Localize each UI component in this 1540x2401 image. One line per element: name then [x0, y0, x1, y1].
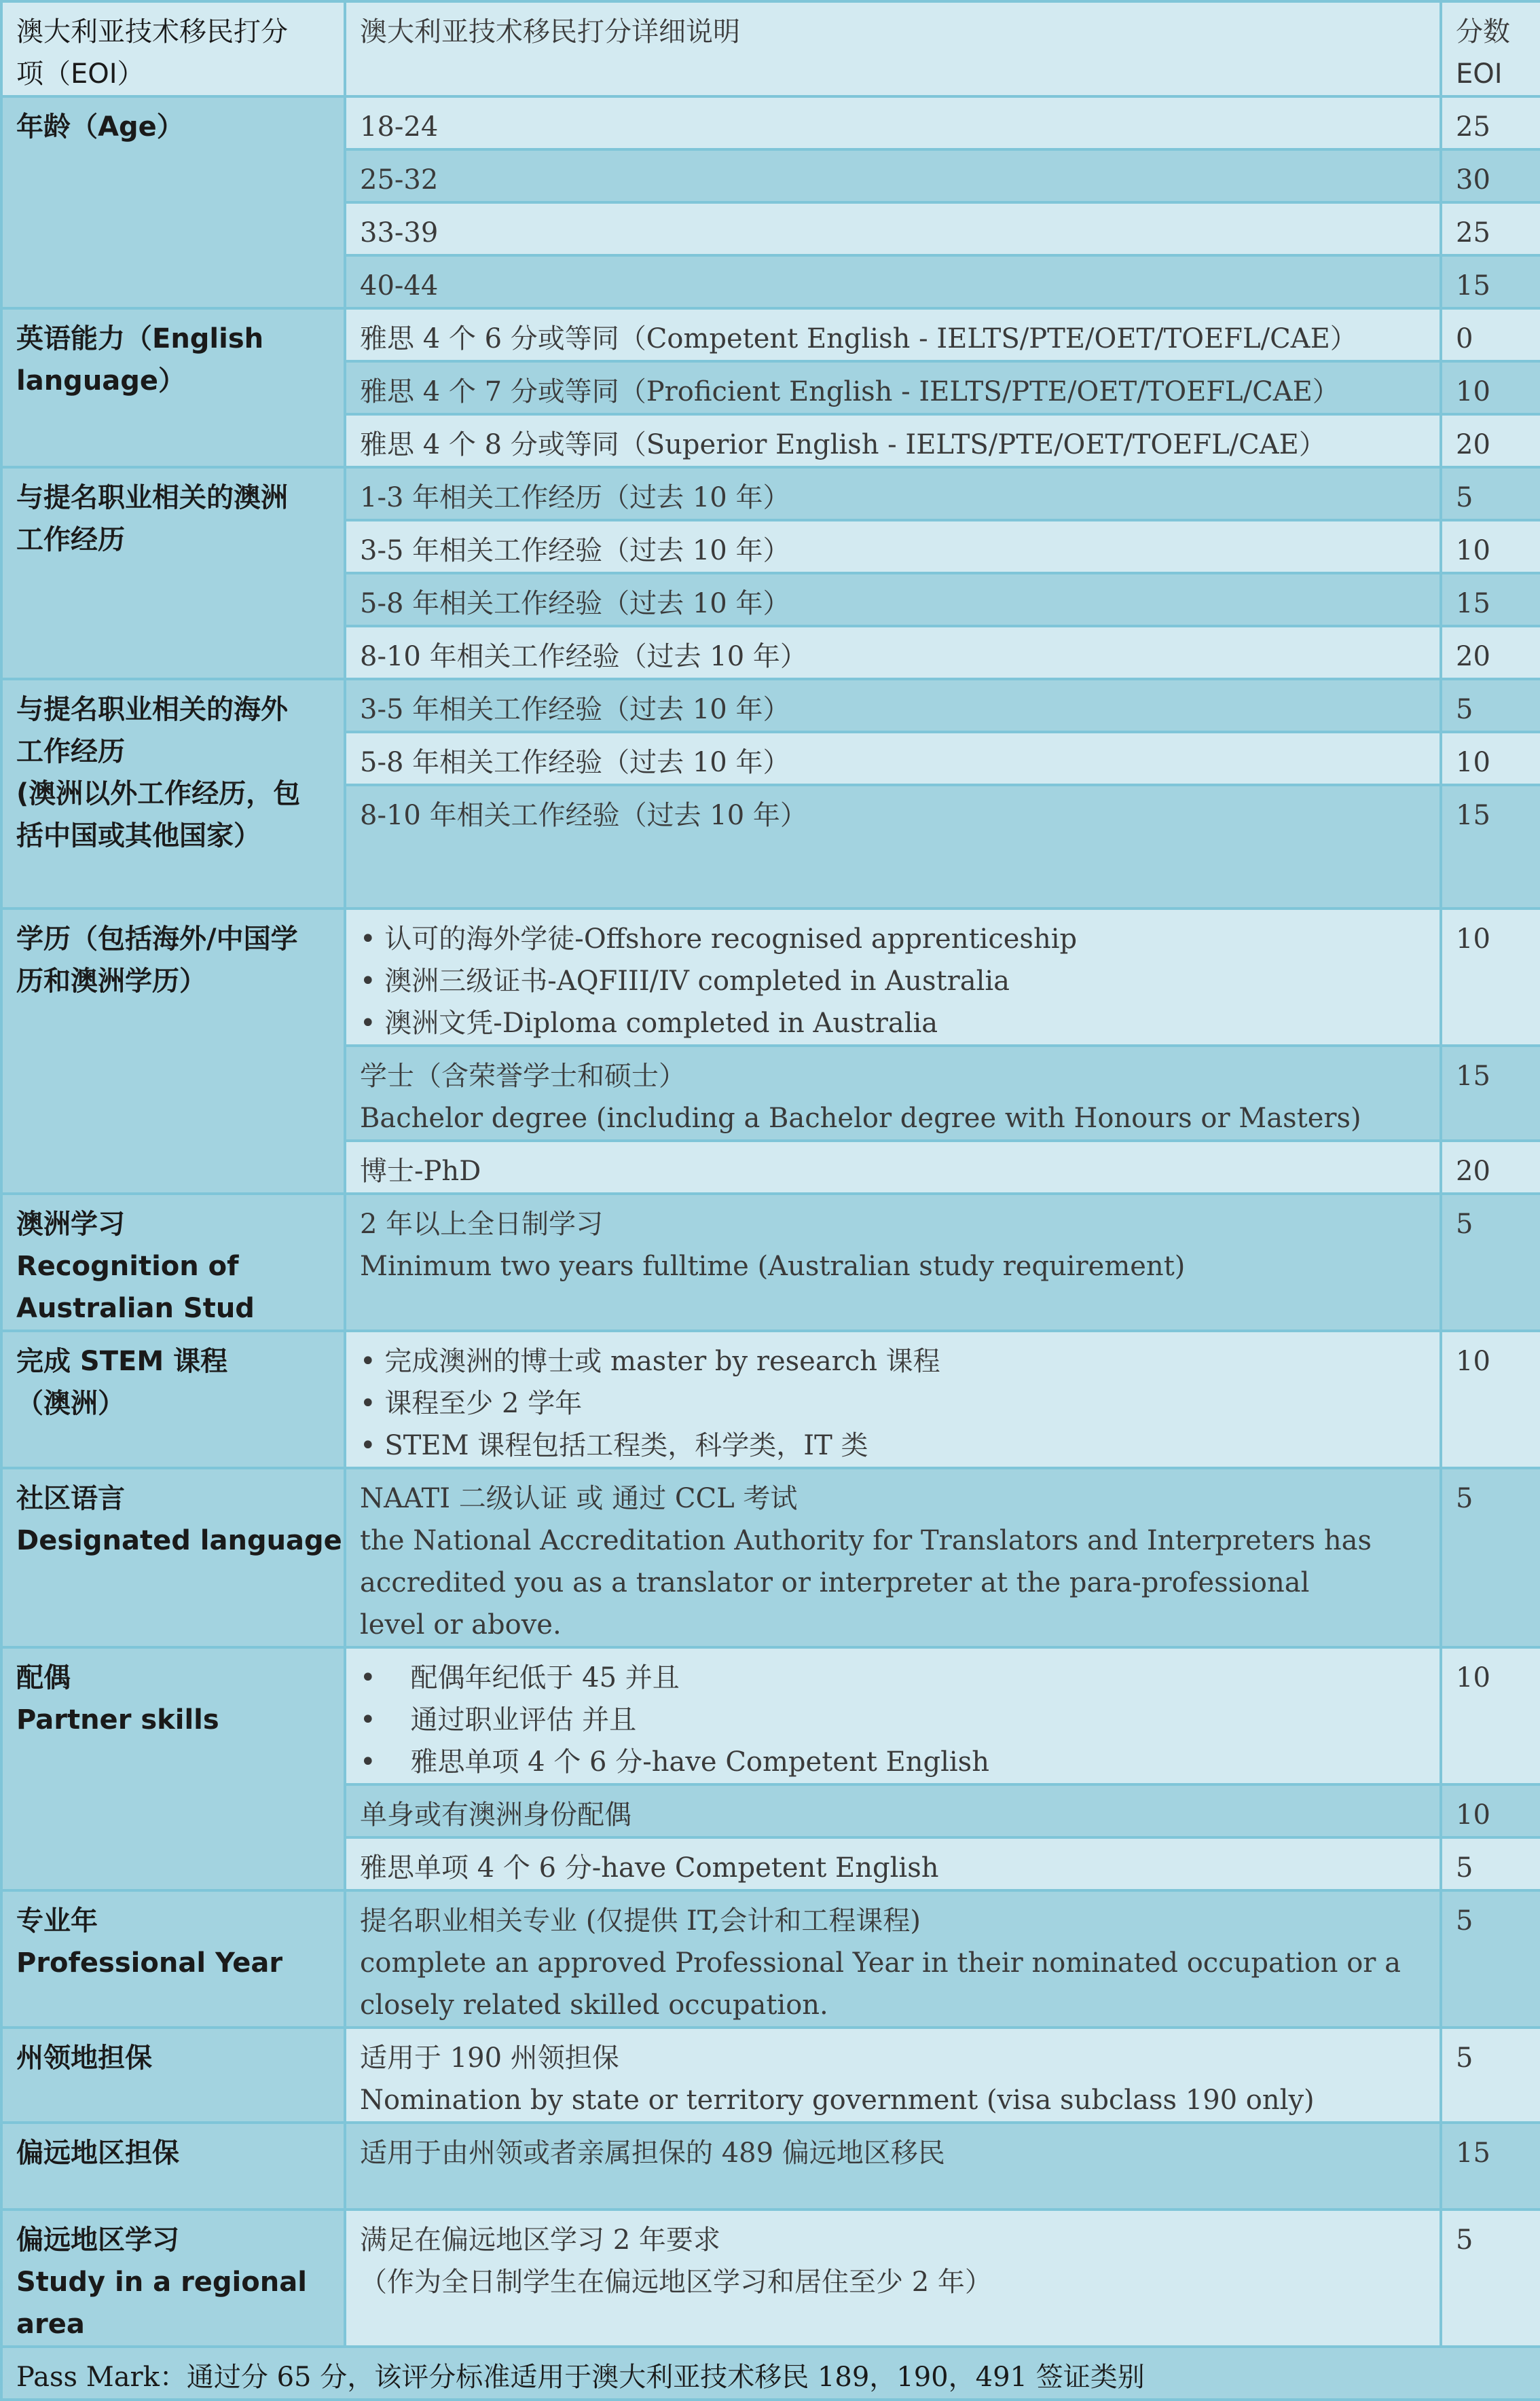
description-line: 25-32: [360, 164, 439, 196]
row-description: [345, 2210, 1441, 2347]
description-line: 18-24: [360, 111, 439, 143]
category-label: 工作经历: [16, 524, 125, 555]
row-description: [345, 1784, 1441, 1837]
category-label: (澳洲以外工作经历，包: [16, 778, 301, 809]
row-description: [345, 909, 1441, 1046]
row-description: [345, 361, 1441, 414]
row-description: [345, 679, 1441, 732]
row-points: 10: [1441, 732, 1540, 785]
bullet-item: • 雅思单项 4 个 6 分-have Competent English: [360, 1741, 1426, 1783]
category-community-language: [1, 1468, 345, 1647]
pass-mark-row: [1, 2347, 1540, 2400]
row-description: [345, 255, 1441, 308]
category-label: 与提名职业相关的澳洲: [16, 482, 288, 513]
category-regional-study: [1, 2210, 345, 2347]
header-description-text: 澳大利亚技术移民打分详细说明: [360, 16, 740, 48]
row-points: 10: [1441, 909, 1540, 1046]
category-label: 工作经历: [16, 736, 125, 767]
table-row: [1, 1194, 1540, 1331]
row-points: 20: [1441, 414, 1540, 467]
category-label: 社区语言: [16, 1483, 125, 1514]
category-partner: [1, 1647, 345, 1890]
description-line: 雅思 4 个 8 分或等同（Superior English - IELTS/PTE/OET/TOEFL/CAE）: [360, 429, 1326, 460]
bullet-item: • 通过职业评估 并且: [360, 1699, 1426, 1741]
pass-mark-text: Pass Mark：通过分 65 分，该评分标准适用于澳大利亚技术移民 189，190，491 签证类别: [1, 2347, 1540, 2400]
table-row: [1, 1647, 1540, 1784]
table-row: [1, 679, 1540, 732]
description-line: 40-44: [360, 270, 439, 301]
table-row: [1, 1890, 1540, 2028]
row-description: [345, 2028, 1441, 2123]
row-points: 20: [1441, 1141, 1540, 1194]
description-line: accredited you as a translator or interpreter at the para-professional: [360, 1567, 1310, 1598]
bullet-item: • 课程至少 2 学年: [360, 1382, 1426, 1425]
description-line: 2 年以上全日制学习: [360, 1209, 604, 1240]
category-overseas-work: [1, 679, 345, 909]
row-points: 5: [1441, 1468, 1540, 1647]
description-line: the National Accreditation Authority for Translators and Interpreters has: [360, 1525, 1372, 1556]
category-label: 括中国或其他国家）: [16, 820, 261, 851]
description-line: 8-10 年相关工作经验（过去 10 年）: [360, 800, 807, 831]
row-description: [345, 1837, 1441, 1890]
row-description: [345, 414, 1441, 467]
description-line: Minimum two years fulltime (Australian study requirement): [360, 1251, 1186, 1282]
table-row: [1, 1331, 1540, 1468]
header-category-line: 澳大利亚技术移民打分: [16, 16, 288, 48]
row-points: 5: [1441, 1890, 1540, 2028]
table-header-row: [1, 1, 1540, 96]
description-line: 雅思 4 个 7 分或等同（Proficient English - IELTS/PTE/OET/TOEFL/CAE）: [360, 376, 1340, 407]
row-points: 10: [1441, 361, 1540, 414]
table-row: [1, 96, 1540, 149]
category-label: 学历（包括海外/中国学: [16, 923, 298, 955]
description-line: 5-8 年相关工作经验（过去 10 年）: [360, 747, 790, 778]
row-description: [345, 573, 1441, 626]
row-description: [345, 732, 1441, 785]
table-row: [1, 2210, 1540, 2347]
header-points-line: EOI: [1456, 58, 1503, 90]
category-australian-work: [1, 467, 345, 679]
bullet-item: • 澳洲三级证书-AQFIII/IV completed in Australia: [360, 960, 1426, 1002]
description-line: Nomination by state or territory government (visa subclass 190 only): [360, 2085, 1315, 2116]
header-points: [1441, 1, 1540, 96]
category-label: 偏远地区学习: [16, 2224, 179, 2256]
description-line: 满足在偏远地区学习 2 年要求: [360, 2224, 720, 2256]
row-points: 5: [1441, 1194, 1540, 1331]
description-line: NAATI 二级认证 或 通过 CCL 考试: [360, 1483, 798, 1514]
description-line: 博士-PhD: [360, 1156, 481, 1187]
category-english: [1, 308, 345, 467]
description-line: level or above.: [360, 1609, 562, 1641]
header-description: [345, 1, 1441, 96]
bullet-item: • 澳洲文凭-Diploma completed in Australia: [360, 1002, 1426, 1044]
category-label: 澳洲学习: [16, 1209, 125, 1240]
row-description: [345, 2123, 1441, 2210]
row-points: 15: [1441, 1046, 1540, 1141]
category-label: 与提名职业相关的海外: [16, 694, 288, 725]
row-points: 25: [1441, 202, 1540, 255]
description-line: 3-5 年相关工作经验（过去 10 年）: [360, 535, 790, 566]
table-row: [1, 1468, 1540, 1647]
row-description: [345, 1890, 1441, 2028]
row-description: [345, 467, 1441, 520]
category-label: Recognition of: [16, 1251, 239, 1282]
row-description: [345, 626, 1441, 679]
category-australian-study: [1, 1194, 345, 1331]
category-label: 州领地担保: [16, 2042, 152, 2074]
row-points: 5: [1441, 2028, 1540, 2123]
category-education: [1, 909, 345, 1194]
description-line: 1-3 年相关工作经历（过去 10 年）: [360, 482, 790, 513]
category-age: [1, 96, 345, 308]
description-line: （作为全日制学生在偏远地区学习和居住至少 2 年）: [360, 2267, 992, 2298]
description-line: complete an approved Professional Year in their nominated occupation or a: [360, 1947, 1401, 1979]
description-line: 单身或有澳洲身份配偶: [360, 1799, 631, 1831]
category-label: 配偶: [16, 1662, 71, 1693]
row-points: 10: [1441, 1647, 1540, 1784]
description-line: 提名职业相关专业 (仅提供 IT,会计和工程课程): [360, 1905, 921, 1937]
row-description: [345, 96, 1441, 149]
description-line: 雅思单项 4 个 6 分-have Competent English: [360, 1852, 939, 1884]
category-state-nomination: [1, 2028, 345, 2123]
header-category-line: 项（EOI）: [16, 58, 145, 90]
category-label: Australian Stud: [16, 1293, 255, 1324]
row-description: [345, 520, 1441, 573]
description-line: closely related skilled occupation.: [360, 1990, 828, 2021]
category-professional-year: [1, 1890, 345, 2028]
table-row: [1, 2028, 1540, 2123]
row-points: 25: [1441, 96, 1540, 149]
category-label: area: [16, 2309, 85, 2340]
category-label: Study in a regional: [16, 2267, 307, 2298]
row-points: 10: [1441, 520, 1540, 573]
bullet-item: • 认可的海外学徒-Offshore recognised apprenticeship: [360, 918, 1426, 960]
category-label: 英语能力（English: [16, 323, 264, 354]
description-line: 8-10 年相关工作经验（过去 10 年）: [360, 641, 807, 672]
category-label: language）: [16, 365, 186, 397]
row-points: 15: [1441, 255, 1540, 308]
row-points: 15: [1441, 785, 1540, 909]
table-row: [1, 909, 1540, 1046]
bullet-item: • 完成澳洲的博士或 master by research 课程: [360, 1340, 1426, 1382]
description-line: 适用于由州领或者亲属担保的 489 偏远地区移民: [360, 2138, 945, 2169]
row-points: 5: [1441, 679, 1540, 732]
description-line: 雅思 4 个 6 分或等同（Competent English - IELTS/PTE/OET/TOEFL/CAE）: [360, 323, 1357, 354]
row-points: 10: [1441, 1784, 1540, 1837]
category-label: （澳洲）: [16, 1388, 125, 1419]
row-description: [345, 1194, 1441, 1331]
row-points: 5: [1441, 2210, 1540, 2347]
category-label: Partner skills: [16, 1704, 219, 1736]
row-points: 5: [1441, 467, 1540, 520]
row-description: [345, 1331, 1441, 1468]
row-description: [345, 1046, 1441, 1141]
row-points: 30: [1441, 149, 1540, 202]
category-regional-nomination: [1, 2123, 345, 2210]
row-description: [345, 1468, 1441, 1647]
row-description: [345, 202, 1441, 255]
category-label: Designated language: [16, 1525, 342, 1556]
row-description: [345, 785, 1441, 909]
row-description: [345, 1141, 1441, 1194]
row-description: [345, 1647, 1441, 1784]
description-line: 5-8 年相关工作经验（过去 10 年）: [360, 588, 790, 619]
bullet-item: • 配偶年纪低于 45 并且: [360, 1657, 1426, 1699]
row-points: 0: [1441, 308, 1540, 361]
category-label: 历和澳洲学历）: [16, 966, 206, 997]
description-line: 学士（含荣誉学士和硕士）: [360, 1061, 686, 1092]
category-stem: [1, 1331, 345, 1468]
category-label: 完成 STEM 课程: [16, 1346, 228, 1377]
row-points: 20: [1441, 626, 1540, 679]
bullet-item: • STEM 课程包括工程类，科学类，IT 类: [360, 1425, 1426, 1467]
header-points-line: 分数: [1456, 16, 1510, 48]
row-points: 15: [1441, 2123, 1540, 2210]
row-points: 10: [1441, 1331, 1540, 1468]
description-line: 33-39: [360, 217, 439, 249]
table-row: [1, 2123, 1540, 2210]
description-line: Bachelor degree (including a Bachelor degree with Honours or Masters): [360, 1103, 1361, 1134]
description-line: 适用于 190 州领担保: [360, 2042, 619, 2074]
category-label: 专业年: [16, 1905, 98, 1937]
header-category: [1, 1, 345, 96]
row-points: 15: [1441, 573, 1540, 626]
description-line: 3-5 年相关工作经验（过去 10 年）: [360, 694, 790, 725]
category-label: 年龄（Age）: [16, 111, 184, 143]
category-label: Professional Year: [16, 1947, 283, 1979]
row-points: 5: [1441, 1837, 1540, 1890]
table-row: [1, 308, 1540, 361]
row-description: [345, 149, 1441, 202]
row-description: [345, 308, 1441, 361]
category-label: 偏远地区担保: [16, 2138, 179, 2169]
table-row: [1, 467, 1540, 520]
